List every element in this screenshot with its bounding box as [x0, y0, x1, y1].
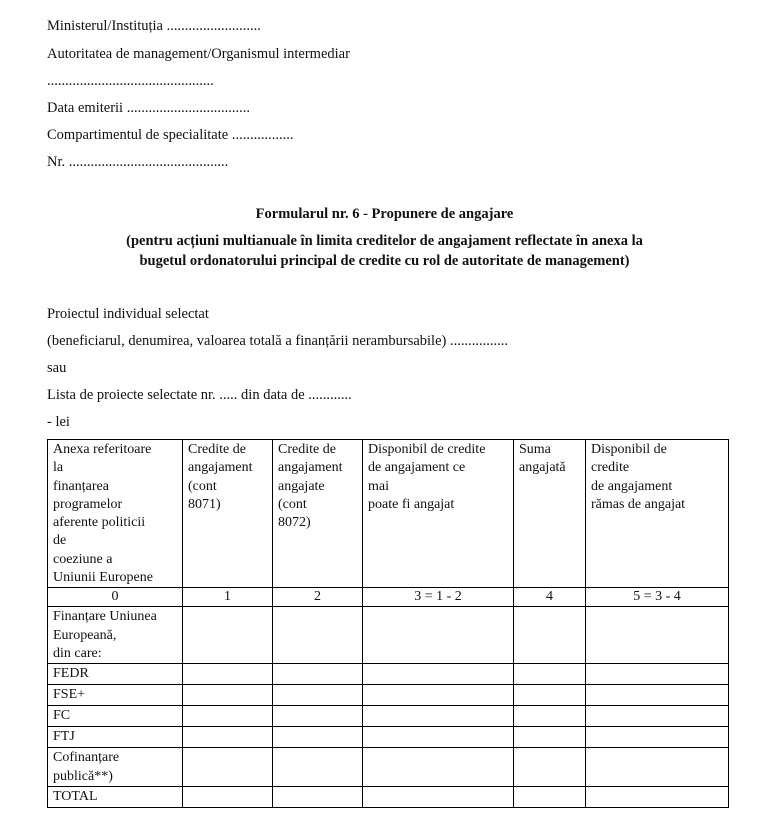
empty-cell: [273, 786, 363, 807]
empty-cell: [586, 607, 729, 664]
empty-cell: [514, 727, 586, 748]
empty-cell: [183, 727, 273, 748]
empty-cell: [183, 664, 273, 685]
authority-line: Autoritatea de management/Organismul intermediar: [47, 46, 350, 62]
empty-cell: [363, 664, 514, 685]
table-row: [48, 664, 729, 685]
row-label: Finanțare Uniunea Europeană, din care:: [48, 607, 183, 664]
column-number: 3 = 1 - 2: [363, 588, 514, 607]
header-cell-available-credits: Disponibil de credite de angajament ce mai poate fi angajat: [363, 440, 514, 588]
empty-cell: [514, 664, 586, 685]
project-line: Proiectul individual selectat: [47, 306, 209, 322]
empty-cell: [273, 685, 363, 706]
table-row: [48, 685, 729, 706]
row-label: Cofinanțare publică**): [48, 748, 183, 787]
empty-cell: [586, 727, 729, 748]
total-row: [48, 786, 729, 807]
empty-cell: [586, 748, 729, 787]
or-line: sau: [47, 360, 67, 376]
empty-cell: [514, 748, 586, 787]
empty-cell: [273, 706, 363, 727]
authority-dots-line: ..............................................: [47, 73, 214, 89]
department-line: Compartimentul de specialitate .................: [47, 127, 294, 143]
empty-cell: [586, 664, 729, 685]
empty-cell: [273, 748, 363, 787]
empty-cell: [273, 727, 363, 748]
row-label: FSE+: [48, 685, 183, 706]
header-cell-committed-credits: Credite de angajament angajate (cont 8072): [273, 440, 363, 588]
empty-cell: [183, 685, 273, 706]
table-row: [48, 607, 729, 664]
number-line: Nr. ............................................: [47, 154, 229, 170]
header-cell-commitment-credits: Credite de angajament (cont 8071): [183, 440, 273, 588]
empty-cell: [363, 786, 514, 807]
project-list-line: Lista de proiecte selectate nr. ..... din data de ............: [47, 387, 352, 403]
form-subtitle-line-2: bugetul ordonatorului principal de credite cu rol de autoritate de management): [139, 253, 630, 269]
issue-date-line: Data emiterii ..................................: [47, 100, 250, 116]
empty-cell: [183, 706, 273, 727]
commitment-table: [47, 439, 729, 808]
empty-cell: [273, 664, 363, 685]
header-cell-annex: Anexa referitoare la finanțarea programelor aferente politicii de coeziune a Uniunii Europene: [48, 440, 183, 588]
empty-cell: [514, 786, 586, 807]
empty-cell: [514, 685, 586, 706]
empty-cell: [586, 786, 729, 807]
table-row: [48, 727, 729, 748]
form-subtitle-line-1: (pentru acțiuni multianuale în limita creditelor de angajament reflectate în anexa la: [126, 233, 643, 249]
empty-cell: [363, 706, 514, 727]
empty-cell: [363, 685, 514, 706]
column-number: 2: [273, 588, 363, 607]
project-details-line: (beneficiarul, denumirea, valoarea totală a finanțării nerambursabile) ................: [47, 333, 508, 349]
empty-cell: [514, 706, 586, 727]
form-title: Formularul nr. 6 - Propunere de angajare: [255, 206, 514, 222]
column-number-row: [48, 588, 729, 607]
empty-cell: [514, 607, 586, 664]
row-label: FTJ: [48, 727, 183, 748]
header-cell-remaining-available: Disponibil de credite de angajament rămas de angajat: [586, 440, 729, 588]
column-number: 0: [48, 588, 183, 607]
row-label: TOTAL: [48, 786, 183, 807]
empty-cell: [586, 706, 729, 727]
empty-cell: [273, 607, 363, 664]
column-number: 5 = 3 - 4: [586, 588, 729, 607]
column-number: 1: [183, 588, 273, 607]
empty-cell: [183, 748, 273, 787]
table-row: [48, 748, 729, 787]
row-label: FEDR: [48, 664, 183, 685]
empty-cell: [586, 685, 729, 706]
ministry-line: Ministerul/Instituția ..........................: [47, 18, 261, 34]
empty-cell: [183, 786, 273, 807]
column-number: 4: [514, 588, 586, 607]
empty-cell: [363, 607, 514, 664]
table-row: [48, 706, 729, 727]
currency-line: - lei: [47, 414, 70, 430]
header-row: [48, 440, 729, 588]
empty-cell: [363, 727, 514, 748]
header-cell-committed-amount: Suma angajată: [514, 440, 586, 588]
empty-cell: [183, 607, 273, 664]
empty-cell: [363, 748, 514, 787]
row-label: FC: [48, 706, 183, 727]
